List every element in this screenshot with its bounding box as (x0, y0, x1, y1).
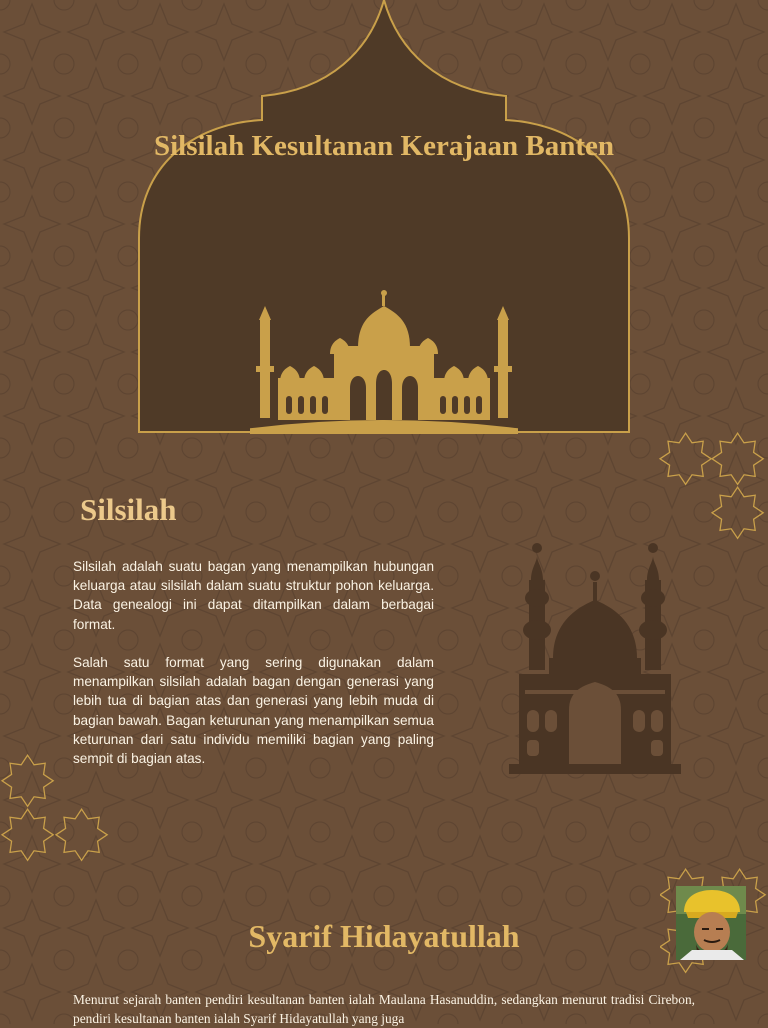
silsilah-paragraph-2: Salah satu format yang sering digunakan dalam menampilkan silsilah adalah bagan dengan generasi yang lebih tua di bagian atas dan generasi yang lebih muda di bagian bawah. Bagan keturunan yang menampilkan semua keturunan dari satu individu memiliki bagian yang paling sempit di bagian atas. (73, 655, 434, 767)
page-title: Silsilah Kesultanan Kerajaan Banten (153, 130, 615, 162)
section-heading-syarif: Syarif Hidayatullah (248, 918, 520, 954)
dark-mosque-icon (505, 540, 685, 778)
gold-mosque-icon (250, 288, 518, 434)
star-ornament-icon (0, 752, 114, 868)
section-heading-silsilah: Silsilah (80, 492, 177, 527)
star-ornament-icon (654, 430, 768, 546)
silsilah-paragraph-1: Silsilah adalah suatu bagan yang menampilkan hubungan keluarga atau silsilah dalam suatu struktur pohon keluarga. Data genealogi ini dapat ditampilkan dalam berbagai format. (73, 559, 434, 632)
syarif-paragraph: Menurut sejarah banten pendiri kesultanan banten ialah Maulana Hasanuddin, sedangkan menurut tradisi Cirebon, pendiri kesultanan banten ialah Syarif Hidayatullah yang juga (73, 992, 695, 1026)
portrait-image (660, 866, 768, 974)
